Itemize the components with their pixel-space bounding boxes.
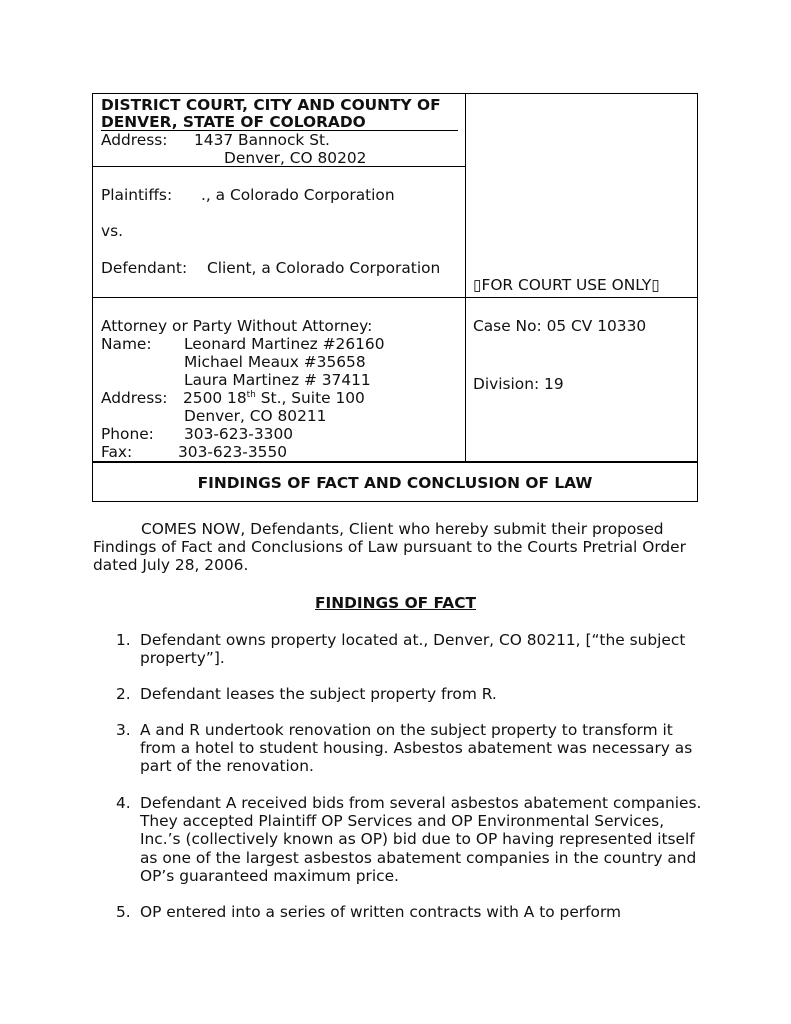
attorney-address-label: Address: (101, 389, 168, 407)
court-address-label: Address: (101, 131, 168, 149)
phone-label: Phone: (101, 425, 154, 443)
finding-number: 3. (116, 721, 131, 739)
finding-number: 1. (116, 631, 131, 649)
attorney-address-line2: Denver, CO 80211 (184, 407, 327, 425)
finding-text: Defendant owns property located at., Denver, CO 80211, [“the subject property”]. (140, 631, 686, 668)
document-title: FINDINGS OF FACT AND CONCLUSION OF LAW (197, 473, 593, 492)
caption-divider-parties (93, 297, 697, 298)
finding-text: OP entered into a series of written contracts with A to perform (140, 903, 621, 921)
intro-paragraph: COMES NOW, Defendants, Client who hereby submit their proposed Findings of Fact and Conclusions of Law pursuant to the Courts Pretrial Order dated July 28, 2006. (93, 520, 686, 575)
finding-number: 4. (116, 794, 131, 812)
versus-text: vs. (101, 222, 124, 240)
court-use-only-label: ▯FOR COURT USE ONLY▯ (473, 276, 660, 294)
court-address-line1: 1437 Bannock St. (194, 131, 330, 149)
attorney-name-label: Name: (101, 335, 152, 353)
attorney-name-3: Laura Martinez # 37411 (184, 371, 371, 389)
court-address-line2: Denver, CO 80202 (224, 149, 367, 167)
attorney-address-street: St., Suite 100 (255, 389, 365, 407)
finding-number: 2. (116, 685, 131, 703)
plaintiffs-value: ., a Colorado Corporation (201, 186, 395, 204)
attorney-name-1: Leonard Martinez #26160 (184, 335, 385, 353)
division-number: Division: 19 (473, 375, 564, 393)
caption-divider-title (93, 461, 697, 463)
finding-text: Defendant A received bids from several asbestos abatement companies. They accepted Plaintiff OP Services and OP Environmental Services, Inc.’s (collectively known as OP) bid due to OP having represented itself as one of the largest asbestos abatement companies in the country and OP’s guaranteed maximum price. (140, 794, 702, 885)
finding-text: Defendant leases the subject property from R. (140, 685, 497, 703)
finding-text: A and R undertook renovation on the subject property to transform it from a hotel to student housing. Asbestos abatement was necessary as part of the renovation. (140, 721, 693, 776)
fax-value: 303-623-3550 (178, 443, 288, 461)
attorney-name-2: Michael Meaux #35658 (184, 353, 366, 371)
defendant-label: Defendant: (101, 259, 188, 277)
attorney-address-line1 (183, 389, 365, 407)
caption-vertical-divider (465, 94, 466, 462)
defendant-value: Client, a Colorado Corporation (207, 259, 441, 277)
case-caption-table (92, 93, 698, 502)
attorney-heading: Attorney or Party Without Attorney: (101, 317, 373, 335)
phone-value: 303-623-3300 (184, 425, 294, 443)
fax-label: Fax: (101, 443, 133, 461)
attorney-address-number: 2500 18 (183, 389, 247, 407)
case-number: Case No: 05 CV 10330 (473, 317, 647, 335)
attorney-address-ordinal: th (246, 389, 256, 400)
plaintiffs-label: Plaintiffs: (101, 186, 173, 204)
section-heading: FINDINGS OF FACT (315, 594, 476, 612)
court-name-line2: DENVER, STATE OF COLORADO (101, 113, 366, 131)
finding-number: 5. (116, 903, 131, 921)
court-name-line1: DISTRICT COURT, CITY AND COUNTY OF (101, 96, 441, 114)
